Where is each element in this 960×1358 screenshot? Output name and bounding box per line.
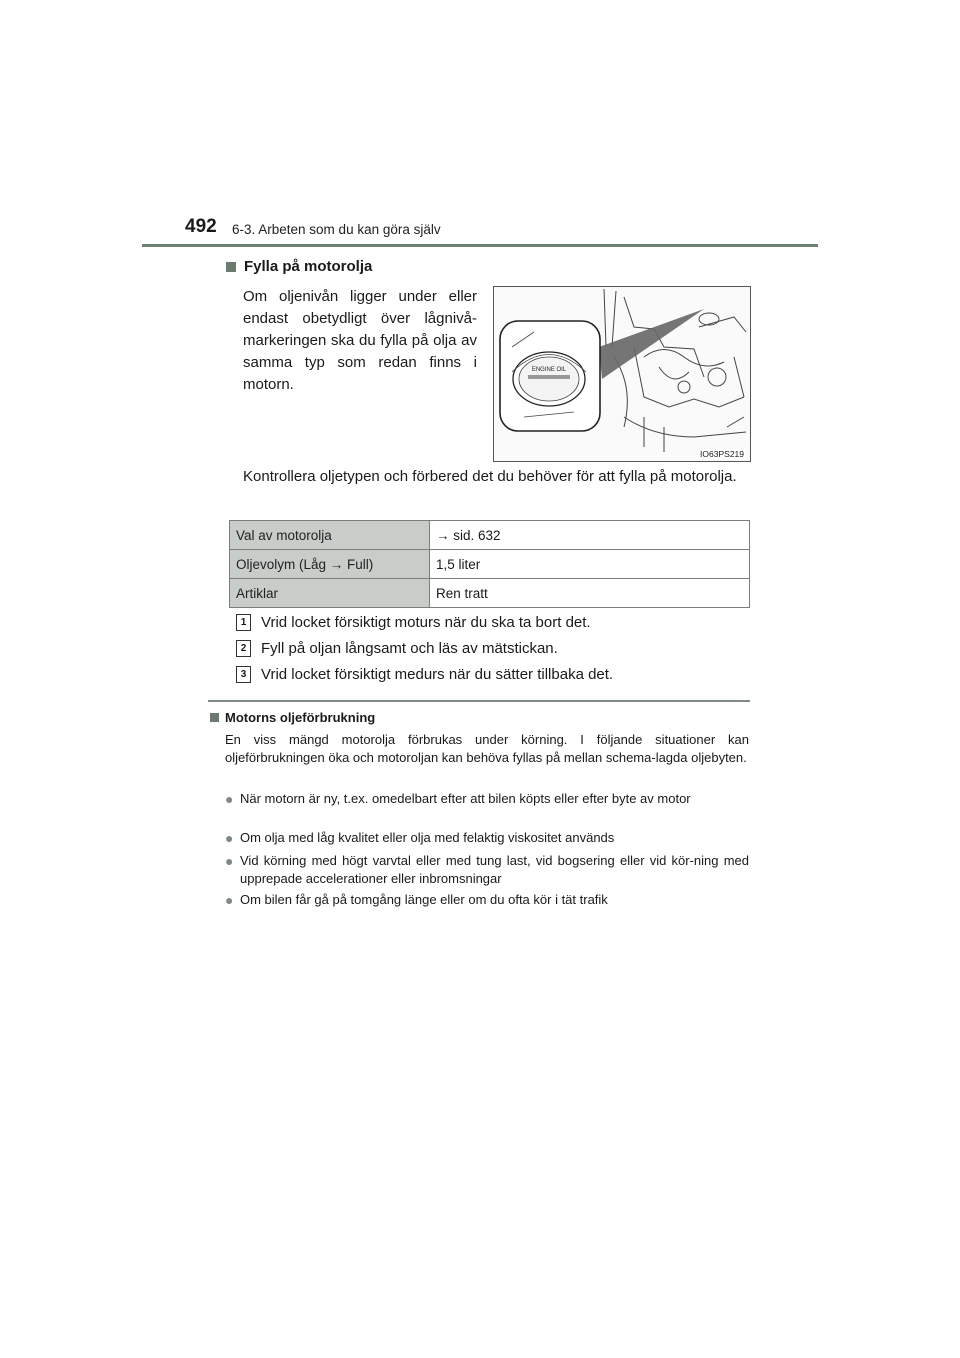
table-label: Oljevolym (Låg → Full) [230, 550, 430, 579]
consumption-paragraph: En viss mängd motorolja förbrukas under körning. I följande situationer kan oljeförbrukningen öka och motoroljan kan behöva fyllas på mellan schema-lagda oljebyten. [225, 732, 749, 765]
illustration-code: IO63PS219 [700, 449, 744, 459]
table-row [230, 521, 750, 550]
step-number: 1 [236, 614, 251, 631]
step-item [236, 666, 613, 683]
consumption-heading [210, 710, 375, 725]
fill-oil-heading-text: Fylla på motorolja [244, 258, 373, 275]
step-number: 2 [236, 640, 251, 657]
check-text: Kontrollera oljetypen och förbered det du behöver för att fylla på motorolja. [243, 468, 737, 485]
step-text: Vrid locket försiktigt moturs när du ska ta bort det. [261, 614, 591, 631]
step-item [236, 640, 558, 657]
list-item [225, 790, 749, 808]
step-text: Vrid locket försiktigt medurs när du sätter tillbaka det. [261, 666, 614, 683]
section-divider [208, 700, 750, 702]
list-item [225, 829, 749, 847]
intro-text: Om oljenivån ligger under eller endast obetydligt över lågnivå-markeringen ska du fylla på olja av samma typ som redan finns i motorn. [243, 288, 477, 393]
page-number: 492 [185, 216, 217, 237]
circle-bullet-icon: ● [225, 791, 234, 807]
engine-oil-cap-illustration [493, 286, 751, 462]
list-item-text: Vid körning med högt varvtal eller med tung last, vid bogsering eller vid kör-ning med upprepade accelerationer eller inbromsningar [240, 853, 749, 886]
table-row [230, 550, 750, 579]
table-value: Ren tratt [430, 579, 750, 608]
fill-oil-heading [226, 258, 372, 275]
step-item [236, 614, 591, 631]
cap-label: ENGINE OIL [531, 367, 567, 373]
engine-bay-drawing [494, 287, 750, 461]
table-row [230, 579, 750, 608]
list-item-text: Om bilen får gå på tomgång länge eller om du ofta kör i tät trafik [240, 892, 608, 907]
consumption-heading-text: Motorns oljeförbrukning [225, 710, 376, 725]
square-bullet-icon [226, 262, 236, 272]
section-title: 6-3. Arbeten som du kan göra själv [232, 222, 441, 237]
table-label: Artiklar [230, 579, 430, 608]
step-number: 3 [236, 666, 251, 683]
circle-bullet-icon: ● [225, 853, 234, 869]
list-item-text: När motorn är ny, t.ex. omedelbart efter att bilen köpts eller efter byte av motor [240, 791, 691, 806]
oil-spec-table [229, 520, 750, 608]
table-label: Val av motorolja [230, 521, 430, 550]
table-value: → sid. 632 [430, 521, 750, 550]
list-item [225, 852, 749, 888]
circle-bullet-icon: ● [225, 892, 234, 908]
square-bullet-icon [210, 713, 219, 722]
table-value: 1,5 liter [430, 550, 750, 579]
header-rule [142, 244, 818, 247]
step-text: Fyll på oljan långsamt och läs av mätstickan. [261, 640, 558, 657]
list-item-text: Om olja med låg kvalitet eller olja med felaktig viskositet används [240, 830, 615, 845]
list-item [225, 891, 749, 909]
circle-bullet-icon: ● [225, 830, 234, 846]
